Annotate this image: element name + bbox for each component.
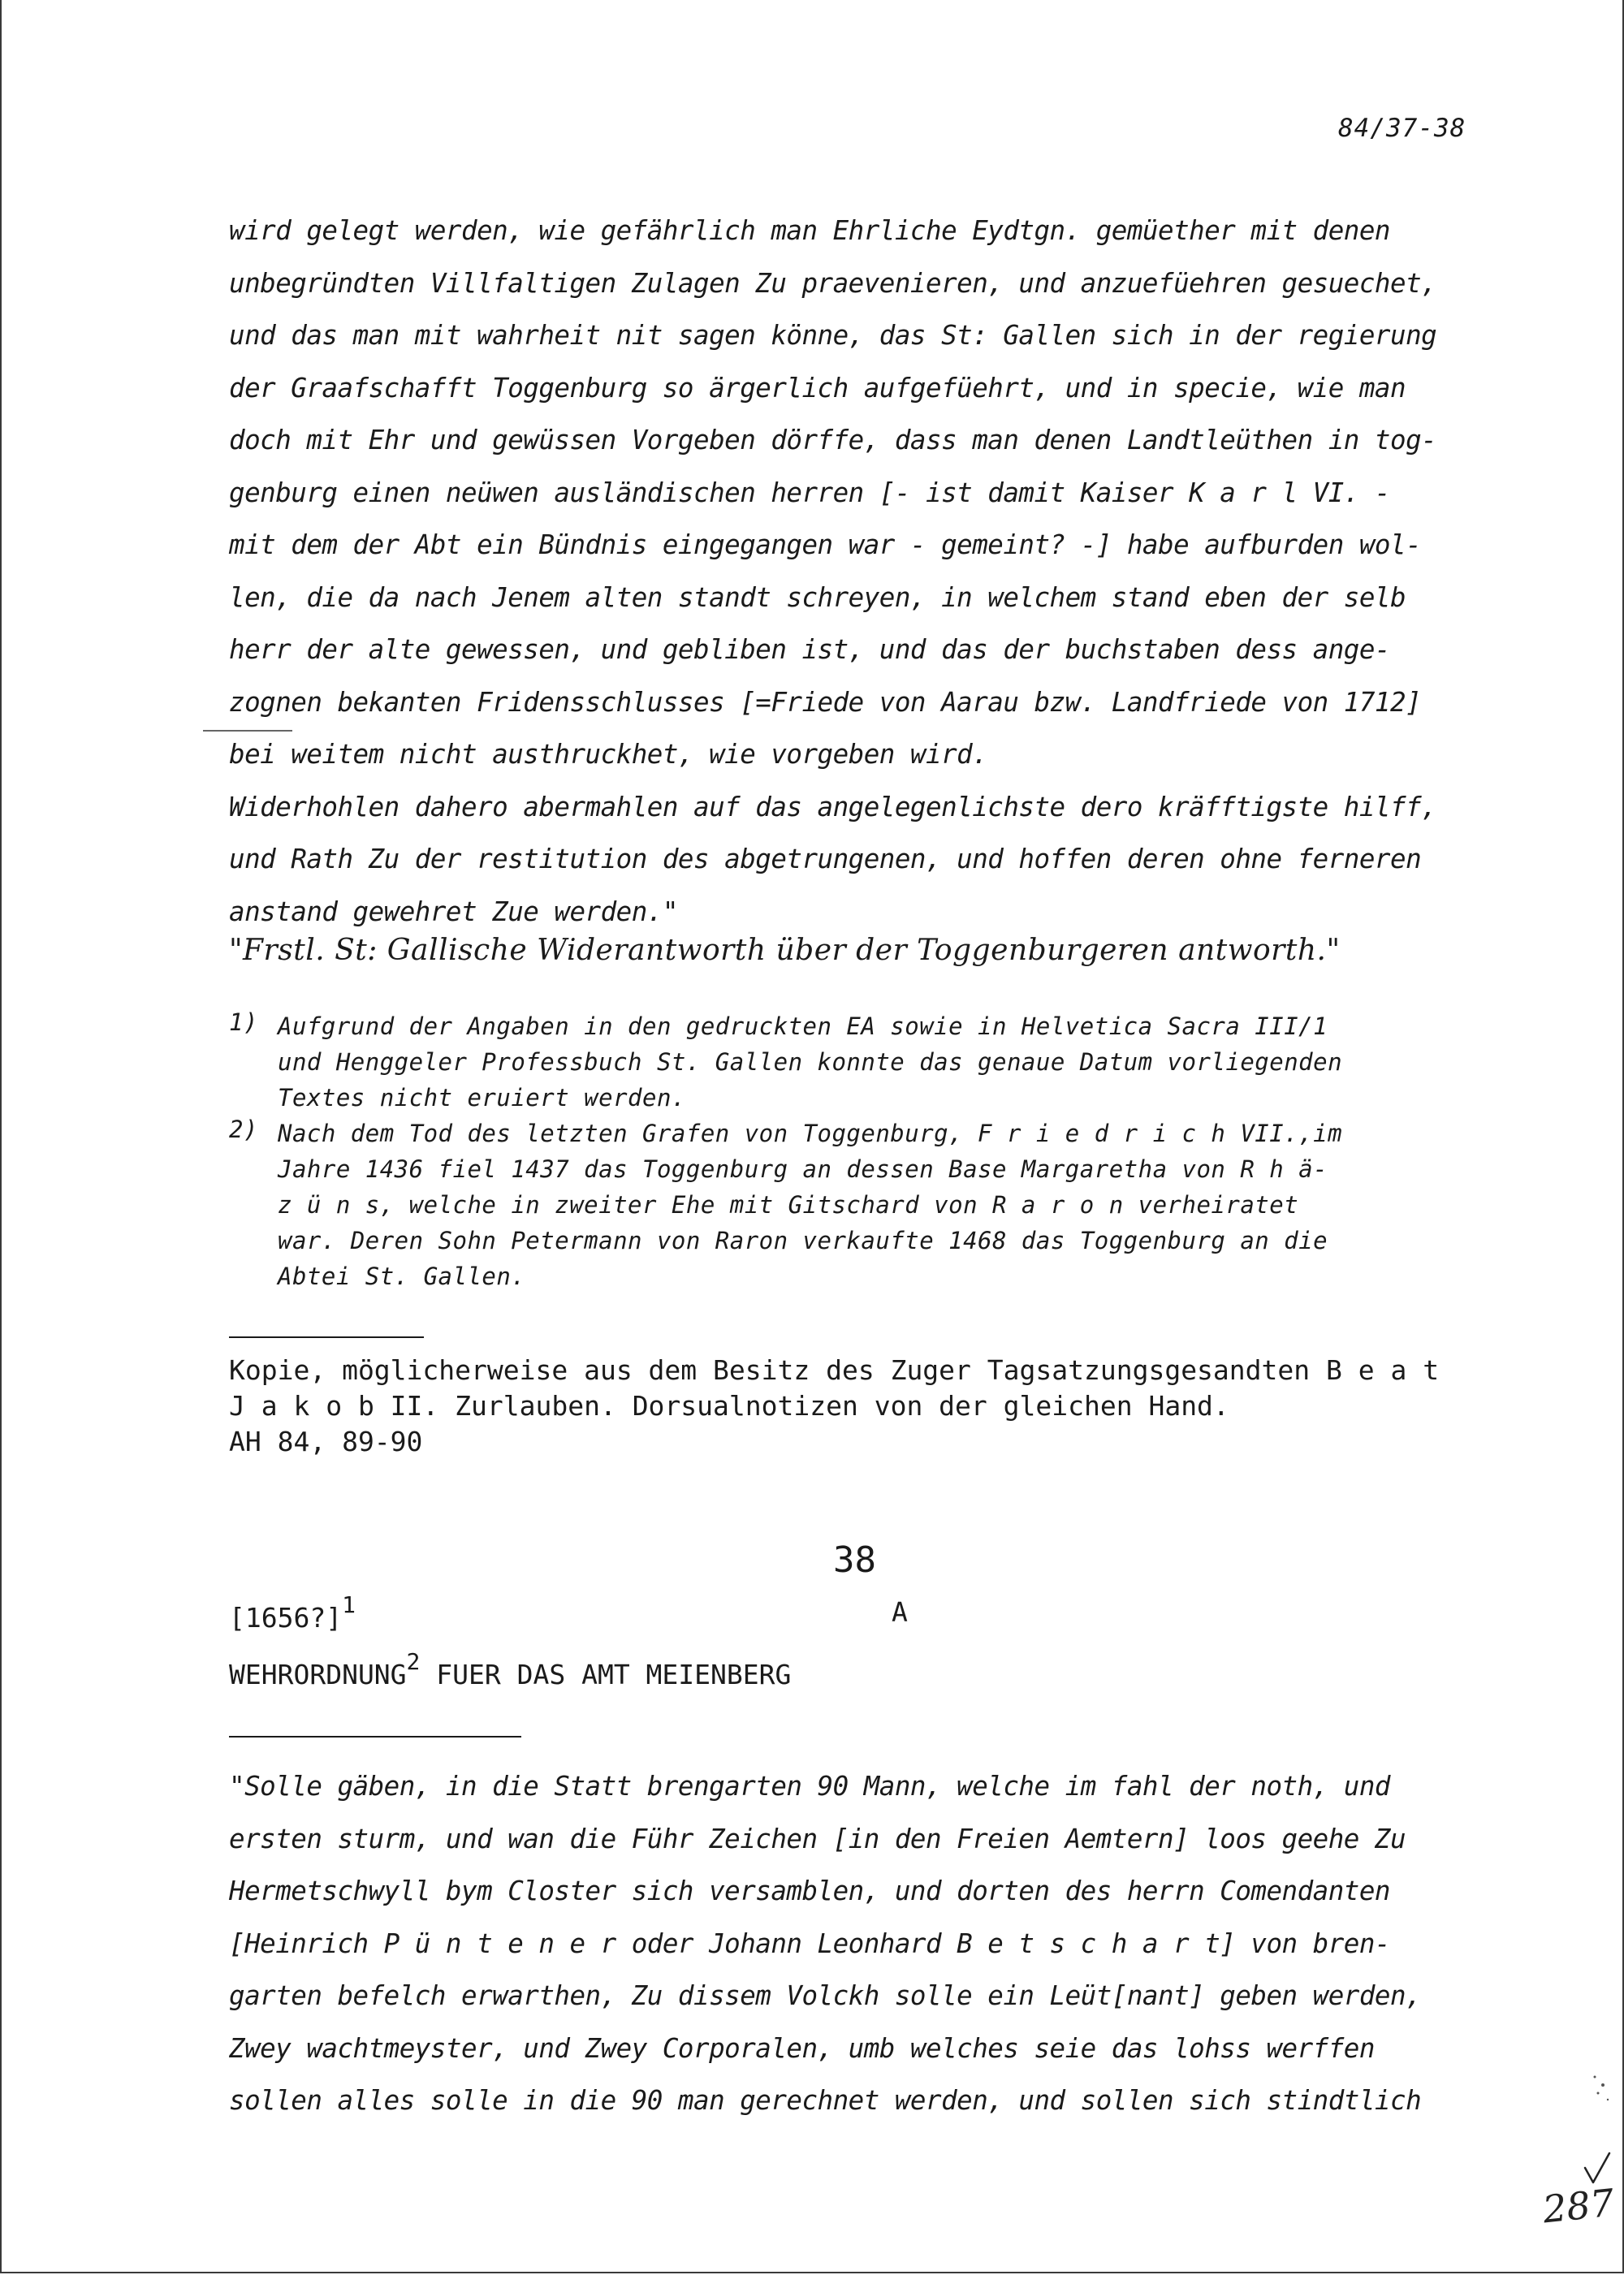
footnote-line: Nach dem Tod des letzten Grafen von Toggenburg, F r i e d r i c h VII.,im xyxy=(278,1120,1343,1147)
text-line: mit dem der Abt ein Bündnis eingegangen war - gemeint? -] habe aufburden wol- xyxy=(229,529,1422,560)
script-title-line: "Frstl. St: Gallische Widerantworth über der Toggenburgeren antworth." xyxy=(229,934,1341,967)
footnote-line: und Henggeler Professbuch St. Gallen konnte das genaue Datum vorliegenden xyxy=(278,1048,1343,1076)
document-date xyxy=(229,1591,356,1634)
footnotes xyxy=(229,1008,1528,1294)
quote-line: sollen alles solle in die 90 man gerechnet werden, und sollen sich stindtlich xyxy=(229,2085,1422,2116)
divider-rule xyxy=(229,1736,521,1738)
strikethrough-mark xyxy=(203,727,300,744)
text-line: len, die da nach Jenem alten standt schreyen, in welchem stand eben der selb xyxy=(229,581,1406,613)
main-text xyxy=(229,205,1512,938)
text-line: anstand gewehret Zue werden." xyxy=(229,896,678,927)
footnote-line: Aufgrund der Angaben in den gedruckten EA sowie in Helvetica Sacra III/1 xyxy=(278,1012,1328,1040)
quote-line: ersten sturm, und wan die Führ Zeichen [in den Freien Aemtern] loos geehe Zu xyxy=(229,1823,1406,1854)
date-footnote-ref: 1 xyxy=(342,1591,356,1618)
text-line: bei weitem nicht austhruckhet, wie vorgeben wird. xyxy=(229,739,988,770)
text-line: der Graafschafft Toggenburg so ärgerlich aufgefüehrt, und in specie, wie man xyxy=(229,372,1406,404)
source-note-line: AH 84, 89-90 xyxy=(229,1426,423,1457)
source-note xyxy=(229,1353,1439,1460)
text-line: Widerhohlen dahero abermahlen auf das angelegenlichste dero kräfftigste hilff, xyxy=(229,791,1437,822)
page-number: 84/37-38 xyxy=(1338,114,1466,143)
footnote-number: 1) xyxy=(229,1008,258,1036)
divider-rule xyxy=(229,1336,424,1338)
handwritten-page-number: 287 xyxy=(1540,2180,1617,2232)
quote-text xyxy=(229,1760,1528,2127)
quote-line: Hermetschwyll bym Closter sich versamblen, und dorten des herrn Comendanten xyxy=(229,1876,1390,1906)
footnote-line: Abtei St. Gallen. xyxy=(278,1263,526,1290)
quote-line: garten befelch erwarthen, Zu dissem Volckh solle ein Leüt[nant] geben werden, xyxy=(229,1980,1422,2011)
document-letter: A xyxy=(892,1596,908,1628)
text-line: und das man mit wahrheit nit sagen könne, das St: Gallen sich in der regierung xyxy=(229,320,1437,351)
quote-line: "Solle gäben, in die Statt brengarten 90 Mann, welche im fahl der noth, und xyxy=(229,1771,1390,1802)
footnote-line: z ü n s, welche in zweiter Ehe mit Gitschard von R a r o n verheiratet xyxy=(278,1191,1299,1219)
footnote-1 xyxy=(229,1008,1528,1116)
document-title xyxy=(229,1648,791,1690)
document-number: 38 xyxy=(833,1539,876,1581)
source-note-line: Kopie, möglicherweise aus dem Besitz des Zuger Tagsatzungsgesandten B e a t xyxy=(229,1354,1440,1386)
source-note-line: J a k o b II. Zurlauben. Dorsualnotizen von der gleichen Hand. xyxy=(229,1390,1229,1422)
title-text: WEHRORDNUNG xyxy=(229,1659,407,1690)
text-line: und Rath Zu der restitution des abgetrungenen, und hoffen deren ohne ferneren xyxy=(229,844,1422,874)
footnote-2 xyxy=(229,1116,1528,1294)
text-line: unbegründten Villfaltigen Zulagen Zu praevenieren, und anzuefüehren gesuechet, xyxy=(229,267,1437,299)
footnote-line: Jahre 1436 fiel 1437 das Toggenburg an dessen Base Margaretha von R h ä- xyxy=(278,1155,1328,1183)
title-footnote-ref: 2 xyxy=(406,1648,421,1675)
date-text: [1656?] xyxy=(229,1602,343,1634)
text-line: zognen bekanten Fridensschlusses [=Friede von Aarau bzw. Landfriede von 1712] xyxy=(229,686,1422,718)
footnote-line: Textes nicht eruiert werden. xyxy=(278,1084,686,1112)
title-text-rest: FUER DAS AMT MEIENBERG xyxy=(420,1659,792,1690)
text-line: doch mit Ehr und gewüssen Vorgeben dörffe, dass man denen Landtleüthen in tog- xyxy=(229,425,1437,455)
margin-specks xyxy=(1587,2069,1619,2117)
quote-line: Zwey wachtmeyster, und Zwey Corporalen, umb welches seie das lohss werffen xyxy=(229,2032,1375,2064)
text-line: herr der alte gewessen, und gebliben ist, und das der buchstaben dess ange- xyxy=(229,634,1390,665)
text-line: genburg einen neüwen ausländischen herren [- ist damit Kaiser K a r l VI. - xyxy=(229,477,1390,508)
footnote-line: war. Deren Sohn Petermann von Raron verkaufte 1468 das Toggenburg an die xyxy=(278,1227,1328,1254)
footnote-number: 2) xyxy=(229,1116,258,1143)
quote-line: [Heinrich P ü n t e n e r oder Johann Leonhard B e t s c h a r t] von bren- xyxy=(229,1927,1390,1959)
text-line: wird gelegt werden, wie gefährlich man Ehrliche Eydtgn. gemüether mit denen xyxy=(229,215,1390,246)
